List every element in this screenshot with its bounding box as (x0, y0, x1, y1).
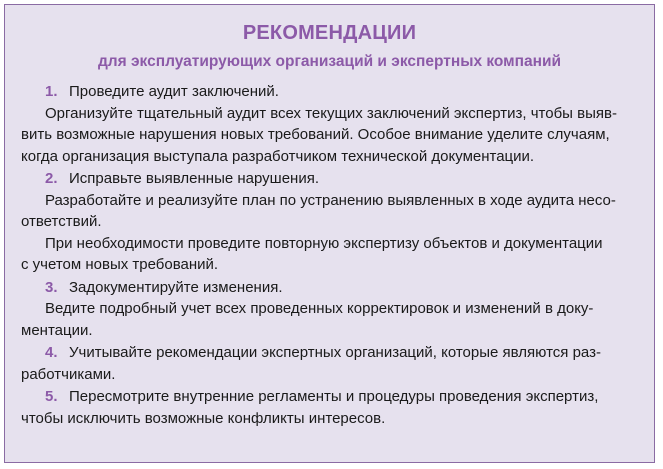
recommendation-item-1 (21, 81, 638, 167)
paragraph-line: При необходимости проведите повторную экспертизу объектов и документации (45, 234, 603, 252)
item-heading-text: Учитывайте рекомендации экспертных организаций, которые являются раз- (69, 344, 601, 361)
item-number: 1. (45, 83, 58, 100)
recommendation-item-4 (21, 342, 638, 385)
item-heading-text: Исправьте выявленные нарушения. (69, 170, 319, 187)
paragraph-line: Разработайте и реализуйте план по устранению выявленных в ходе аудита несо- (45, 191, 616, 209)
item-number: 5. (45, 388, 58, 405)
item-heading-text: Задокументируйте изменения. (69, 278, 283, 296)
recommendation-item-5 (21, 386, 638, 429)
box-subtitle: для эксплуатирующих организаций и экспертных компаний (97, 53, 562, 70)
paragraph-line: Ведите подробный учет всех проведенных корректировок и изменений в доку- (45, 300, 594, 317)
item-number: 4. (45, 344, 58, 361)
item-heading-continuation: работчиками. (21, 365, 116, 383)
paragraph-line: Организуйте тщательный аудит всех текущих заключений экспертиз, чтобы выяв- (45, 104, 617, 122)
item-heading (21, 342, 638, 364)
paragraph-line: вить возможные нарушения новых требований. Особое внимание уделите случаям, (21, 126, 610, 143)
paragraph-line: с учетом новых требований. (21, 256, 219, 273)
paragraph-line: ответствий. (21, 213, 102, 230)
item-number: 3. (45, 278, 58, 296)
item-heading (21, 277, 638, 299)
recommendation-item-2 (21, 168, 638, 276)
paragraph-line: ментации. (21, 321, 93, 339)
item-heading-continuation: чтобы исключить возможные конфликты интересов. (21, 409, 386, 427)
item-heading (21, 386, 638, 408)
paragraph-line: когда организация выступала разработчиком технической документации. (21, 147, 535, 165)
item-number: 2. (45, 170, 58, 187)
item-heading (21, 81, 638, 103)
recommendation-item-3 (21, 277, 638, 342)
recommendations-box (4, 4, 655, 463)
item-heading-text: Проведите аудит заключений. (69, 83, 279, 100)
box-title: РЕКОМЕНДАЦИИ (242, 22, 417, 44)
item-heading-text: Пересмотрите внутренние регламенты и процедуры проведения экспертиз, (69, 388, 599, 405)
item-heading (21, 168, 638, 190)
